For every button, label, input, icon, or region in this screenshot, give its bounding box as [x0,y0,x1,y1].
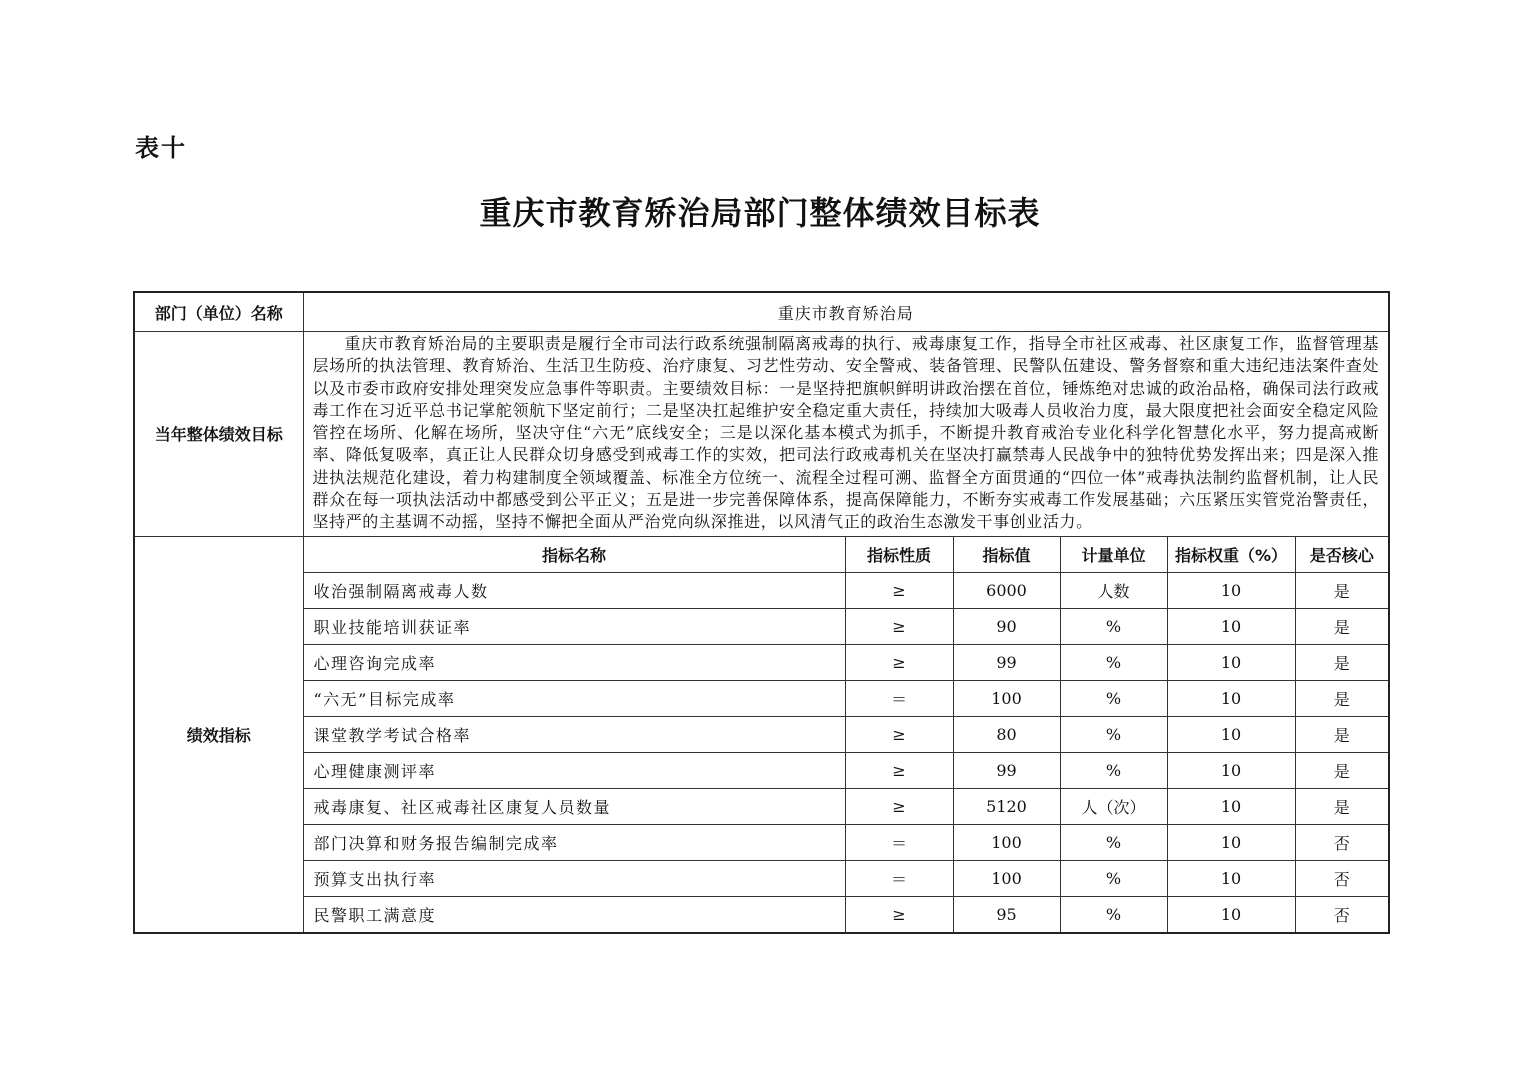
indicator-weight: 10 [1167,644,1295,680]
indicator-core: 否 [1295,896,1389,933]
indicator-name: “六无”目标完成率 [303,680,845,716]
indicator-weight: 10 [1167,716,1295,752]
table-row [134,824,1389,860]
indicator-nature: ≥ [845,716,953,752]
indicator-nature: ≥ [845,644,953,680]
indicator-weight: 10 [1167,896,1295,933]
indicator-value: 100 [953,680,1060,716]
indicator-unit: % [1060,752,1167,788]
indicator-weight: 10 [1167,608,1295,644]
indicator-core: 是 [1295,608,1389,644]
indicator-value: 100 [953,824,1060,860]
indicator-value: 90 [953,608,1060,644]
indicator-nature: ＝ [845,860,953,896]
indicator-core: 是 [1295,716,1389,752]
annual-goal-row [134,332,1389,537]
indicator-name: 收治强制隔离戒毒人数 [303,572,845,608]
header-unit: 计量单位 [1060,536,1167,572]
department-row [134,292,1389,332]
indicator-core: 是 [1295,752,1389,788]
indicator-weight: 10 [1167,752,1295,788]
indicator-core: 是 [1295,644,1389,680]
document-title: 重庆市教育矫治局部门整体绩效目标表 [479,194,1041,232]
indicator-name: 戒毒康复、社区戒毒社区康复人员数量 [303,788,845,824]
indicator-name: 部门决算和财务报告编制完成率 [303,824,845,860]
indicator-unit: 人数 [1060,572,1167,608]
indicator-unit: % [1060,824,1167,860]
table-row [134,680,1389,716]
indicator-core: 否 [1295,860,1389,896]
indicator-weight: 10 [1167,680,1295,716]
indicator-name: 预算支出执行率 [303,860,845,896]
indicator-unit: % [1060,896,1167,933]
table-row [134,788,1389,824]
indicator-core: 是 [1295,572,1389,608]
indicator-unit: 人（次） [1060,788,1167,824]
table-row [134,860,1389,896]
indicator-weight: 10 [1167,788,1295,824]
indicator-core: 是 [1295,788,1389,824]
indicator-value: 95 [953,896,1060,933]
indicator-core: 是 [1295,680,1389,716]
indicator-name: 心理健康测评率 [303,752,845,788]
indicator-header-row [134,536,1389,572]
table-number: 表十 [135,134,187,162]
indicator-weight: 10 [1167,572,1295,608]
table-row [134,896,1389,933]
indicator-name: 心理咨询完成率 [303,644,845,680]
indicator-name: 民警职工满意度 [303,896,845,933]
indicator-unit: % [1060,680,1167,716]
annual-goal-text: 重庆市教育矫治局的主要职责是履行全市司法行政系统强制隔离戒毒的执行、戒毒康复工作，指导全市社区戒毒、社区康复工作，监督管理基层场所的执法管理、教育矫治、生活卫生防疫、治疗康复、习艺性劳动、安全警戒、装备管理、民警队伍建设、警务督察和重大违纪违法案件查处以及市委市政府安排处理突发应急事件等职责。主要绩效目标：一是坚持把旗帜鲜明讲政治摆在首位，锤炼绝对忠诚的政治品格，确保司法行政戒毒工作在习近平总书记掌舵领航下坚定前行；二是坚决扛起维护安全稳定重大责任，持续加大吸毒人员收治力度，最大限度把社会面安全稳定风险管控在场所、化解在场所，坚决守住“六无”底线安全；三是以深化基本模式为抓手，不断提升教育戒治专业化科学化智慧化水平，努力提高戒断率、降低复吸率，真正让人民群众切身感受到戒毒工作的实效，把司法行政戒毒机关在坚决打赢禁毒人民战争中的独特优势发挥出来；四是深入推进执法规范化建设，着力构建制度全领域覆盖、标准全方位统一、流程全过程可溯、监督全方面贯通的“四位一体”戒毒执法制约监督机制，让人民群众在每一项执法活动中都感受到公平正义；五是进一步完善保障体系，提高保障能力，不断夯实戒毒工作发展基础；六压紧压实管党治警责任，坚持严的主基调不动摇，坚持不懈把全面从严治党向纵深推进，以风清气正的政治生态激发干事创业活力。 [303,332,1389,537]
indicator-unit: % [1060,644,1167,680]
indicator-nature: ＝ [845,824,953,860]
indicator-name: 课堂教学考试合格率 [303,716,845,752]
indicator-nature: ≥ [845,788,953,824]
annual-goal-label: 当年整体绩效目标 [134,332,303,537]
indicator-nature: ≥ [845,608,953,644]
indicator-nature: ≥ [845,572,953,608]
header-weight: 指标权重（%） [1167,536,1295,572]
indicator-core: 否 [1295,824,1389,860]
indicator-unit: % [1060,608,1167,644]
indicator-nature: ≥ [845,896,953,933]
indicator-value: 99 [953,752,1060,788]
indicator-value: 80 [953,716,1060,752]
department-value: 重庆市教育矫治局 [303,292,1389,332]
indicator-unit: % [1060,716,1167,752]
table-row [134,752,1389,788]
indicator-value: 6000 [953,572,1060,608]
indicator-nature: ＝ [845,680,953,716]
table-row [134,716,1389,752]
header-indicator-nature: 指标性质 [845,536,953,572]
table-row [134,572,1389,608]
indicator-value: 99 [953,644,1060,680]
table-row [134,644,1389,680]
indicator-name: 职业技能培训获证率 [303,608,845,644]
header-indicator-value: 指标值 [953,536,1060,572]
performance-table [133,291,1390,934]
header-core: 是否核心 [1295,536,1389,572]
department-label: 部门（单位）名称 [134,292,303,332]
indicator-weight: 10 [1167,824,1295,860]
indicator-unit: % [1060,860,1167,896]
indicator-nature: ≥ [845,752,953,788]
indicator-value: 100 [953,860,1060,896]
table-row [134,608,1389,644]
indicator-weight: 10 [1167,860,1295,896]
indicator-value: 5120 [953,788,1060,824]
header-indicator-name: 指标名称 [303,536,845,572]
indicators-label: 绩效指标 [134,536,303,933]
